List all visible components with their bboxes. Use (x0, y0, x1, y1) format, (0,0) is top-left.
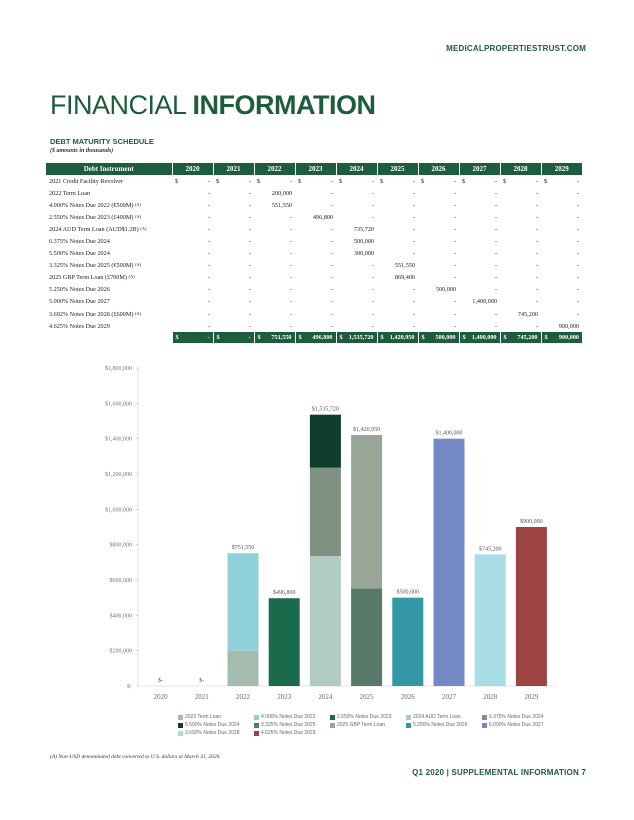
legend-swatch (178, 731, 183, 736)
x-tick-label: 2029 (524, 693, 539, 701)
instrument-label: 2024 AUD Term Loan (AUD$1.2B) (49, 225, 139, 233)
instrument-label: 3.325% Notes Due 2025 (€500M) (49, 262, 134, 270)
table-cell: $ - (544, 177, 579, 185)
table-cell: $ - (298, 177, 333, 185)
table-cell: - (248, 262, 251, 270)
legend-label: 3.692% Notes Due 2028 (185, 730, 240, 736)
table-cell: - (535, 298, 538, 306)
y-tick-label: $1,600,000 (105, 401, 132, 408)
bar-segment (310, 556, 341, 686)
bar-total-label: $1,400,000 (435, 430, 463, 437)
table-cell: - (207, 238, 210, 246)
table-cell: 1,400,000 (472, 298, 497, 306)
table-cell: 300,000 (353, 250, 374, 258)
y-tick-label: $1,400,000 (105, 436, 132, 443)
table-cell: - (412, 250, 415, 258)
total-cell: $ 1,535,720 (336, 332, 377, 343)
table-cell: - (535, 250, 538, 258)
legend-swatch (330, 723, 335, 728)
table-cell: - (248, 201, 251, 209)
total-cell: $ - (172, 332, 213, 343)
legend-item (482, 714, 558, 720)
legend-label: 2025 GBP Term Loan (337, 722, 385, 728)
legend-item (178, 730, 254, 736)
table-cell: $ - (380, 177, 415, 185)
table-cell: - (371, 201, 374, 209)
table-row (46, 235, 582, 247)
table-cell: $ - (216, 177, 251, 185)
table-cell: - (453, 310, 456, 318)
y-tick-label: $1,800,000 (105, 366, 132, 372)
table-cell: - (330, 250, 333, 258)
bar-total-label: $751,550 (231, 545, 255, 552)
column-header-year: 2022 (254, 163, 295, 175)
legend-swatch (254, 731, 259, 736)
table-cell: - (289, 250, 292, 258)
x-tick-label: 2027 (442, 693, 456, 701)
table-row (46, 248, 582, 260)
table-cell: - (453, 322, 456, 330)
bar-total-label: $1,420,950 (353, 426, 381, 433)
table-row (46, 284, 582, 296)
table-cell: - (289, 298, 292, 306)
table-cell: - (494, 262, 497, 270)
table-cell: $ - (421, 177, 456, 185)
table-cell: 200,000 (271, 189, 292, 197)
legend-swatch (254, 715, 259, 720)
table-cell: - (371, 286, 374, 294)
table-cell: - (207, 310, 210, 318)
instrument-name (46, 320, 172, 332)
column-header-year: 2024 (336, 163, 377, 175)
legend-swatch (178, 723, 183, 728)
bar-segment (228, 553, 259, 650)
table-cell: - (330, 322, 333, 330)
y-tick-label: $800,000 (109, 542, 132, 549)
table-cell: - (207, 286, 210, 294)
table-cell: - (207, 189, 210, 197)
table-cell: - (576, 225, 579, 233)
table-cell: - (248, 298, 251, 306)
legend-item (330, 714, 406, 720)
bar-total-label: $- (158, 678, 164, 684)
legend-swatch (482, 723, 487, 728)
bar-segment (392, 598, 423, 686)
instrument-label: 2021 Credit Facility Revolver (49, 177, 124, 185)
table-cell: - (207, 201, 210, 209)
table-cell: - (371, 189, 374, 197)
table-cell: $ - (339, 177, 374, 185)
column-header-year: 2025 (377, 163, 418, 175)
column-header-year: 2023 (295, 163, 336, 175)
legend-label: 5.500% Notes Due 2024 (185, 722, 240, 728)
bar-segment (434, 439, 465, 686)
total-cell: $ 500,000 (418, 332, 459, 343)
total-cell: $ 751,550 (254, 332, 295, 343)
x-tick-label: 2028 (483, 693, 498, 701)
table-cell: - (576, 286, 579, 294)
table-cell: - (453, 189, 456, 197)
bar-segment (310, 415, 341, 468)
legend-label: 6.375% Notes Due 2024 (489, 714, 544, 720)
instrument-name (46, 235, 172, 247)
table-cell: - (412, 238, 415, 246)
instrument-label: 4.625% Notes Due 2029 (49, 322, 110, 330)
total-cell: $ 745,200 (500, 332, 541, 343)
total-cell: $ 1,420,950 (377, 332, 418, 343)
column-header-year: 2021 (213, 163, 254, 175)
bar-segment (269, 598, 300, 686)
instrument-name (46, 272, 172, 284)
table-cell: - (289, 213, 292, 221)
instrument-label: 6.375% Notes Due 2024 (49, 238, 110, 246)
bar-segment (351, 589, 382, 686)
table-cell: - (412, 298, 415, 306)
table-row (46, 260, 582, 272)
table-cell: - (494, 238, 497, 246)
table-cell: - (412, 310, 415, 318)
table-cell: - (289, 322, 292, 330)
total-cell: $ - (213, 332, 254, 343)
table-cell: 496,800 (312, 213, 333, 221)
bar-segment (351, 435, 382, 589)
table-cell: - (289, 262, 292, 270)
table-cell: - (371, 322, 374, 330)
table-cell: - (535, 262, 538, 270)
table-cell: - (330, 274, 333, 282)
column-header-year: 2020 (172, 163, 213, 175)
table-row (46, 272, 582, 284)
bar-total-label: $745,200 (478, 546, 502, 553)
table-cell: - (248, 310, 251, 318)
column-header-year: 2026 (418, 163, 459, 175)
table-cell: - (494, 213, 497, 221)
footnote: (A) Non-USD denominated debt converted to U.S. dollars at March 31, 2020. (50, 754, 221, 760)
legend-swatch (178, 715, 183, 720)
legend-label: 2022 Term Loan (185, 714, 222, 720)
table-cell: - (494, 310, 497, 318)
table-cell: 745,200 (517, 310, 538, 318)
table-cell: - (412, 322, 415, 330)
bar-total-label: $- (199, 678, 205, 684)
table-cell: $ - (257, 177, 292, 185)
table-cell: - (576, 213, 579, 221)
instrument-name (46, 187, 172, 199)
table-cell: - (248, 286, 251, 294)
bar-total-label: $500,000 (396, 589, 420, 596)
table-cell: - (535, 189, 538, 197)
table-cell: - (207, 250, 210, 258)
legend-item (406, 714, 482, 720)
bar-total-label: $1,535,720 (311, 406, 339, 413)
table-cell: - (453, 225, 456, 233)
instrument-name (46, 260, 172, 272)
table-cell: - (289, 310, 292, 318)
y-tick-label: $1,200,000 (105, 472, 132, 478)
x-tick-label: 2026 (400, 693, 415, 701)
table-cell: - (576, 310, 579, 318)
table-cell: - (535, 274, 538, 282)
instrument-label: 3.692% Notes Due 2028 (£600M) (49, 310, 134, 318)
y-tick-label: $200,000 (109, 648, 132, 655)
y-tick-label: $1,000,000 (105, 507, 132, 514)
table-cell: - (207, 298, 210, 306)
table-cell: - (330, 298, 333, 306)
instrument-name (46, 248, 172, 260)
table-cell: $ - (462, 177, 497, 185)
bar-segment (310, 468, 341, 556)
table-cell: - (330, 189, 333, 197)
table-cell: - (576, 238, 579, 246)
legend-label: 3.325% Notes Due 2025 (261, 722, 316, 728)
table-cell: 735,720 (353, 225, 374, 233)
legend-label: 4.625% Notes Due 2029 (261, 730, 316, 736)
instrument-name (46, 284, 172, 296)
table-cell: - (494, 189, 497, 197)
table-cell: - (494, 201, 497, 209)
table-cell: - (289, 238, 292, 246)
table-cell: - (453, 274, 456, 282)
total-cell: $ 900,000 (541, 332, 582, 343)
table-cell: - (330, 238, 333, 246)
table-cell: 551,550 (394, 262, 415, 270)
title-part-1: FINANCIAL (50, 90, 186, 120)
legend-swatch (406, 715, 411, 720)
legend-item (330, 722, 406, 728)
table-cell: - (289, 274, 292, 282)
footnote-ref: (A) (134, 201, 142, 207)
table-cell: - (371, 213, 374, 221)
y-tick-label: $400,000 (109, 613, 132, 620)
table-cell: - (412, 225, 415, 233)
legend-item (482, 722, 558, 728)
section-subtitle: ($ amounts in thousands) (50, 148, 114, 154)
totals-spacer (46, 332, 172, 343)
page-footer: Q1 2020 | SUPPLEMENTAL INFORMATION 7 (412, 768, 586, 777)
legend-item (254, 730, 330, 736)
x-tick-label: 2021 (194, 693, 209, 701)
table-cell: - (207, 274, 210, 282)
bar-segment (516, 527, 547, 686)
table-cell: - (248, 322, 251, 330)
debt-maturity-table (46, 163, 582, 343)
footnote-ref: (A) (134, 310, 142, 316)
table-cell: - (535, 201, 538, 209)
table-cell: - (576, 298, 579, 306)
footnote-ref: (A) (128, 274, 135, 280)
table-cell: - (371, 274, 374, 282)
totals-row (46, 332, 582, 343)
footnote-ref: (A) (134, 262, 142, 268)
table-cell: - (412, 201, 415, 209)
table-cell: - (412, 189, 415, 197)
table-cell: - (535, 286, 538, 294)
legend-label: 2024 AUD Term Loan (413, 714, 461, 720)
table-cell: - (330, 286, 333, 294)
table-cell: - (453, 238, 456, 246)
x-tick-label: 2022 (236, 693, 250, 701)
instrument-name (46, 211, 172, 223)
debt-maturity-chart (40, 358, 600, 710)
table-cell: - (412, 213, 415, 221)
x-tick-label: 2025 (359, 693, 374, 701)
table-cell: - (248, 225, 251, 233)
legend-swatch (406, 723, 411, 728)
bar-segment (228, 651, 259, 686)
instrument-name (46, 296, 172, 308)
table-cell: - (371, 262, 374, 270)
legend-label: 2.550% Notes Due 2023 (337, 714, 392, 720)
table-cell: 551,550 (271, 201, 292, 209)
legend-swatch (330, 715, 335, 720)
legend-item (178, 714, 254, 720)
y-tick-label: $600,000 (109, 578, 132, 584)
table-cell: - (535, 238, 538, 246)
table-cell: - (453, 298, 456, 306)
column-header-year: 2029 (541, 163, 582, 175)
table-cell: - (576, 262, 579, 270)
y-tick-label: $- (127, 684, 132, 690)
instrument-label: 5.000% Notes Due 2027 (49, 298, 110, 306)
site-url: MEDICALPROPERTIESTRUST.COM (446, 44, 586, 53)
instrument-label: 4.000% Notes Due 2022 (€500M) (49, 201, 134, 209)
table-cell: - (371, 310, 374, 318)
table-cell: $ - (175, 177, 210, 185)
table-cell: $ - (503, 177, 538, 185)
table-cell: - (576, 201, 579, 209)
legend-item (178, 722, 254, 728)
column-header-year: 2027 (459, 163, 500, 175)
table-cell: - (330, 225, 333, 233)
table-cell: 900,000 (558, 322, 579, 330)
x-tick-label: 2024 (318, 693, 333, 701)
table-cell: - (494, 286, 497, 294)
table-cell: - (248, 238, 251, 246)
instrument-label: 5.500% Notes Due 2024 (49, 250, 110, 258)
total-cell: $ 496,800 (295, 332, 336, 343)
instrument-name (46, 308, 172, 320)
legend-label: 5.250% Notes Due 2026 (413, 722, 468, 728)
table-cell: - (330, 310, 333, 318)
table-cell: - (453, 250, 456, 258)
total-cell: $ 1,400,000 (459, 332, 500, 343)
table-cell: - (535, 322, 538, 330)
table-cell: - (207, 213, 210, 221)
legend-item (406, 722, 482, 728)
table-cell: - (453, 213, 456, 221)
footnote-ref: (A) (134, 213, 142, 219)
chart-legend (178, 714, 568, 736)
section-title: DEBT MATURITY SCHEDULE (50, 137, 154, 146)
instrument-name (46, 199, 172, 211)
table-cell: - (494, 322, 497, 330)
table-cell: - (576, 189, 579, 197)
table-cell: - (576, 274, 579, 282)
table-cell: - (371, 298, 374, 306)
title-part-2: INFORMATION (192, 90, 376, 120)
instrument-label: 2025 GBP Term Loan (£700M) (49, 274, 127, 282)
page-title (50, 92, 376, 119)
legend-swatch (482, 715, 487, 720)
table-cell: - (207, 225, 210, 233)
table-cell: - (248, 250, 251, 258)
table-cell: - (330, 262, 333, 270)
table-cell: - (453, 201, 456, 209)
bar-total-label: $900,000 (520, 519, 543, 525)
column-header-year: 2028 (500, 163, 541, 175)
table-cell: - (289, 225, 292, 233)
table-cell: - (494, 250, 497, 258)
column-header-instrument: Debt Instrument (46, 163, 172, 175)
table-cell: - (248, 213, 251, 221)
table-cell: - (535, 225, 538, 233)
legend-item (254, 722, 330, 728)
table-cell: 500,000 (435, 286, 456, 294)
table-row (46, 187, 582, 199)
table-cell: - (535, 213, 538, 221)
table-row (46, 296, 582, 308)
footnote-ref: (A) (140, 225, 147, 231)
legend-swatch (254, 723, 259, 728)
table-row (46, 211, 582, 223)
legend-label: 4.000% Notes Due 2022 (261, 714, 316, 720)
table-row (46, 223, 582, 235)
table-cell: - (576, 250, 579, 258)
instrument-name (46, 175, 172, 187)
bar-segment (475, 554, 506, 686)
instrument-label: 2022 Term Loan (49, 189, 91, 197)
table-cell: - (207, 262, 210, 270)
table-row (46, 308, 582, 320)
table-cell: - (494, 225, 497, 233)
table-cell: 500,000 (353, 238, 374, 246)
x-tick-label: 2023 (277, 693, 292, 701)
instrument-label: 2.550% Notes Due 2023 (£400M) (49, 213, 134, 221)
instrument-label: 5.250% Notes Due 2026 (49, 286, 110, 294)
table-cell: 869,400 (394, 274, 415, 282)
table-cell: - (289, 286, 292, 294)
instrument-name (46, 223, 172, 235)
table-row (46, 320, 582, 332)
bar-total-label: $496,800 (272, 590, 296, 597)
table-row (46, 199, 582, 211)
legend-label: 5.000% Notes Due 2027 (489, 722, 544, 728)
table-cell: - (248, 274, 251, 282)
table-cell: - (330, 201, 333, 209)
table-row (46, 175, 582, 187)
table-cell: - (494, 274, 497, 282)
table-cell: - (412, 286, 415, 294)
table-header-row (46, 163, 582, 175)
table-cell: - (248, 189, 251, 197)
table-cell: - (207, 322, 210, 330)
x-tick-label: 2020 (153, 693, 168, 701)
legend-item (254, 714, 330, 720)
table-cell: - (453, 262, 456, 270)
